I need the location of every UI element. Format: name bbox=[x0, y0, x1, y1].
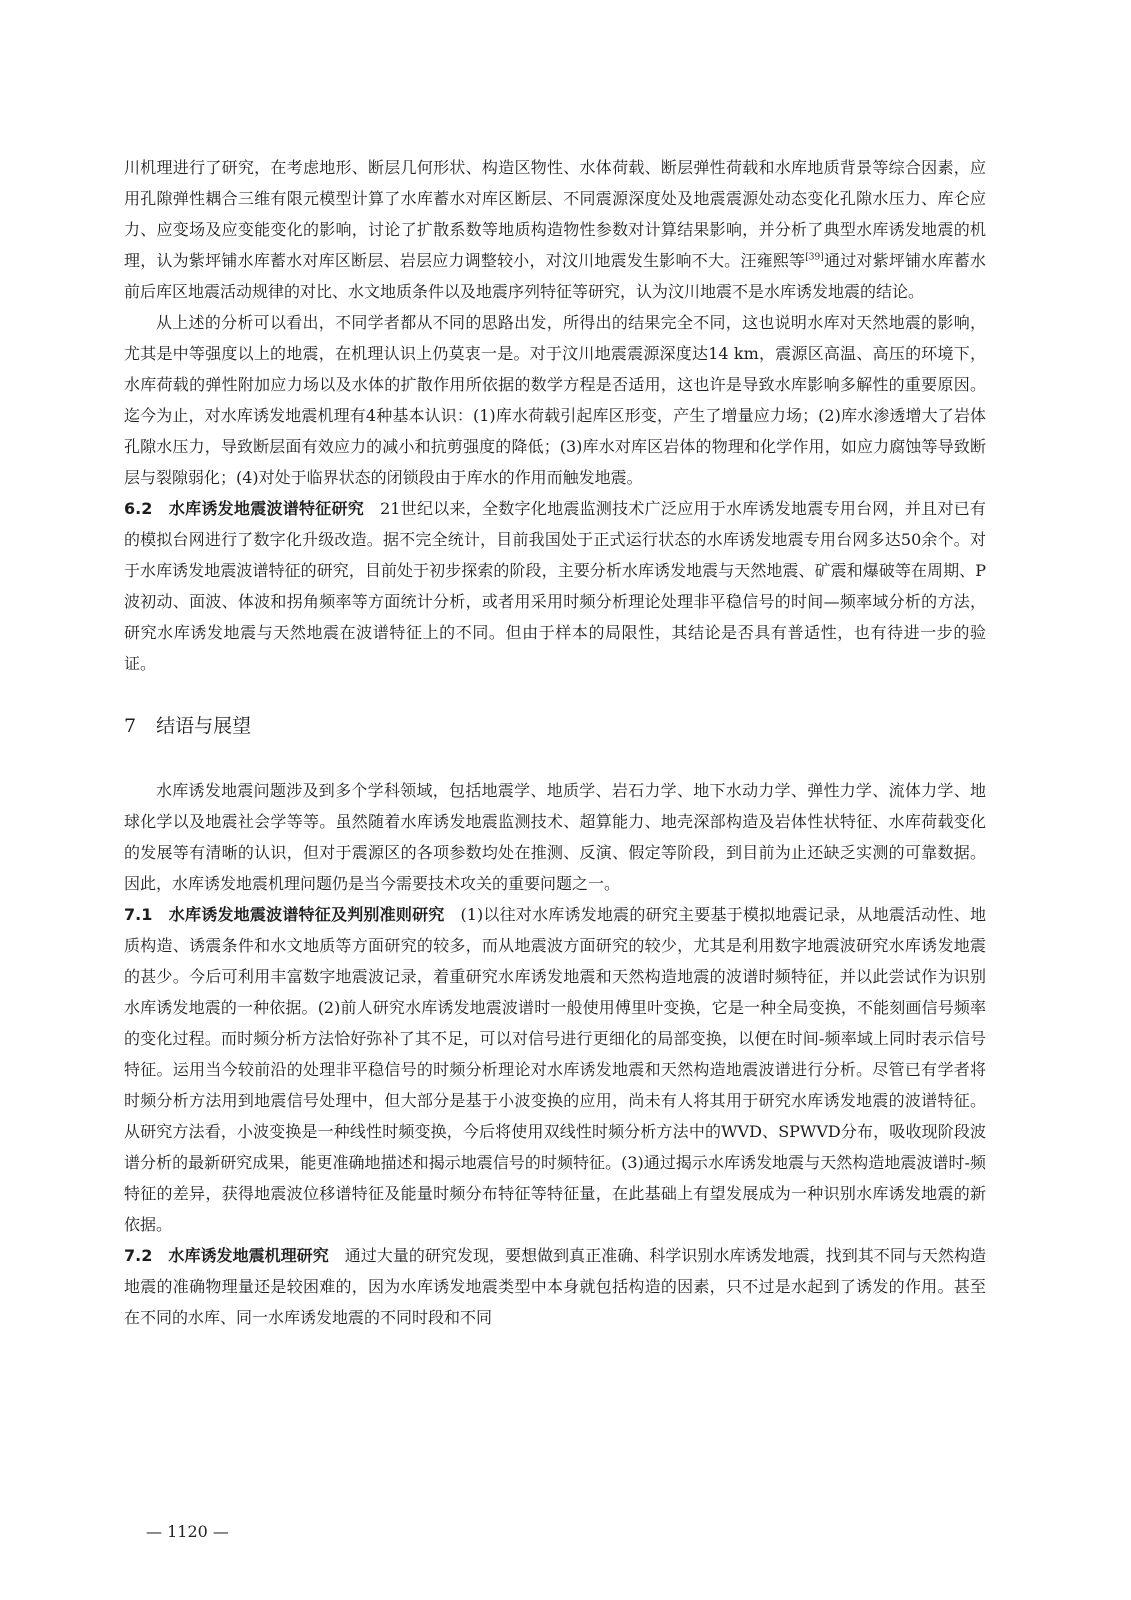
section-text: 21世纪以来，全数字化地震监测技术广泛应用于水库诱发地震专用台网，并且对已有的模拟台网进行了数字化升级改造。据不完全统计，目前我国处于正式运行状态的水库诱发地震专用台网多达50余个。对于水库诱发地震波谱特征的研究，目前处于初步探索的阶段，主要分析水库诱发地震与天然地震、矿震和爆破等在周期、P波初动、面波、体波和拐角频率等方面统计分析，或者用采用时频分析理论处理非平稳信号的时间—频率域分析的方法，研究水库诱发地震与天然地震在波谱特征上的不同。但由于样本的局限性，其结论是否具有普适性，也有待进一步的验证。 bbox=[124, 499, 986, 673]
chapter-number: 7 bbox=[124, 715, 137, 737]
chapter-title: 结语与展望 bbox=[156, 715, 252, 737]
section-6-2 bbox=[124, 493, 986, 679]
section-7-2 bbox=[124, 1240, 986, 1333]
section-heading: 7.1 水库诱发地震波谱特征及判别准则研究 bbox=[124, 905, 445, 924]
paragraph-continued bbox=[124, 152, 986, 307]
paragraph: 水库诱发地震问题涉及到多个学科领域，包括地震学、地质学、岩石力学、地下水动力学、弹性力学、流体力学、地球化学以及地震社会学等等。虽然随着水库诱发地震监测技术、超算能力、地壳深部构造及岩体性状特征、水库荷载变化的发展等有清晰的认识，但对于震源区的各项参数均处在推测、反演、假定等阶段，到目前为止还缺乏实测的可靠数据。因此，水库诱发地震机理问题仍是当今需要技术攻关的重要问题之一。 bbox=[124, 781, 986, 893]
section-text: 通过大量的研究发现，要想做到真正准确、科学识别水库诱发地震，找到其不同与天然构造地震的准确物理量还是较困难的，因为水库诱发地震类型中本身就包括构造的因素，只不过是水起到了诱发的作用。甚至在不同的水库、同一水库诱发地震的不同时段和不同 bbox=[124, 1246, 986, 1327]
chapter-heading bbox=[124, 711, 986, 741]
section-heading: 6.2 水库诱发地震波谱特征研究 bbox=[124, 499, 365, 518]
main-text bbox=[124, 152, 986, 1333]
paragraph-text: 通过对紫坪铺水库蓄水前后库区地震活动规律的对比、水文地质条件以及地震序列特征等研究，认为汶川地震不是水库诱发地震的结论。 bbox=[124, 251, 986, 301]
citation-ref: [39] bbox=[805, 252, 824, 263]
page-number: — 1120 — bbox=[146, 1522, 229, 1541]
paragraph: 从上述的分析可以看出，不同学者都从不同的思路出发，所得出的结果完全不同，这也说明水库对天然地震的影响，尤其是中等强度以上的地震，在机理认识上仍莫衷一是。对于汶川地震震源深度达14 km，震源区高温、高压的环境下，水库荷载的弹性附加应力场以及水体的扩散作用所依据的数学方程是否适用，这也许是导致水库影响多解性的重要原因。迄今为止，对水库诱发地震机理有4种基本认识：(1)库水荷载引起库区形变，产生了增量应力场；(2)库水渗透增大了岩体孔隙水压力，导致断层面有效应力的减小和抗剪强度的降低；(3)库水对库区岩体的物理和化学作用，如应力腐蚀等导致断层与裂隙弱化；(4)对处于临界状态的闭锁段由于库水的作用而触发地震。 bbox=[124, 313, 986, 487]
section-text: (1)以往对水库诱发地震的研究主要基于模拟地震记录，从地震活动性、地质构造、诱震条件和水文地质等方面研究的较多，而从地震波方面研究的较少，尤其是利用数字地震波研究水库诱发地震的甚少。今后可利用丰富数字地震波记录，着重研究水库诱发地震和天然构造地震的波谱时频特征，并以此尝试作为识别水库诱发地震的一种依据。(2)前人研究水库诱发地震波谱时一般使用傅里叶变换，它是一种全局变换，不能刻画信号频率的变化过程。而时频分析方法恰好弥补了其不足，可以对信号进行更细化的局部变换，以便在时间-频率域上同时表示信号特征。运用当今较前沿的处理非平稳信号的时频分析理论对水库诱发地震和天然构造地震波谱进行分析。尽管已有学者将时频分析方法用到地震信号处理中，但大部分是基于小波变换的应用，尚未有人将其用于研究水库诱发地震的波谱特征。从研究方法看，小波变换是一种线性时频变换，今后将使用双线性时频分析方法中的WVD、SPWVD分布，吸收现阶段波谱分析的最新研究成果，能更准确地描述和揭示地震信号的时频特征。(3)通过揭示水库诱发地震与天然构造地震波谱时-频特征的差异，获得地震波位移谱特征及能量时频分布特征等特征量，在此基础上有望发展成为一种识别水库诱发地震的新依据。 bbox=[124, 905, 986, 1234]
paragraph-text: 川机理进行了研究，在考虑地形、断层几何形状、构造区物性、水体荷载、断层弹性荷载和水库地质背景等综合因素，应用孔隙弹性耦合三维有限元模型计算了水库蓄水对库区断层、不同震源深度处及地震震源处动态变化孔隙水压力、库仑应力、应变场及应变能变化的影响，讨论了扩散系数等地质构造物性参数对计算结果影响，并分析了典型水库诱发地震的机理，认为紫坪铺水库蓄水对库区断层、岩层应力调整较小，对汶川地震发生影响不大。汪雍熙等 bbox=[124, 158, 986, 270]
section-heading: 7.2 水库诱发地震机理研究 bbox=[124, 1246, 329, 1265]
section-7-1 bbox=[124, 899, 986, 1240]
